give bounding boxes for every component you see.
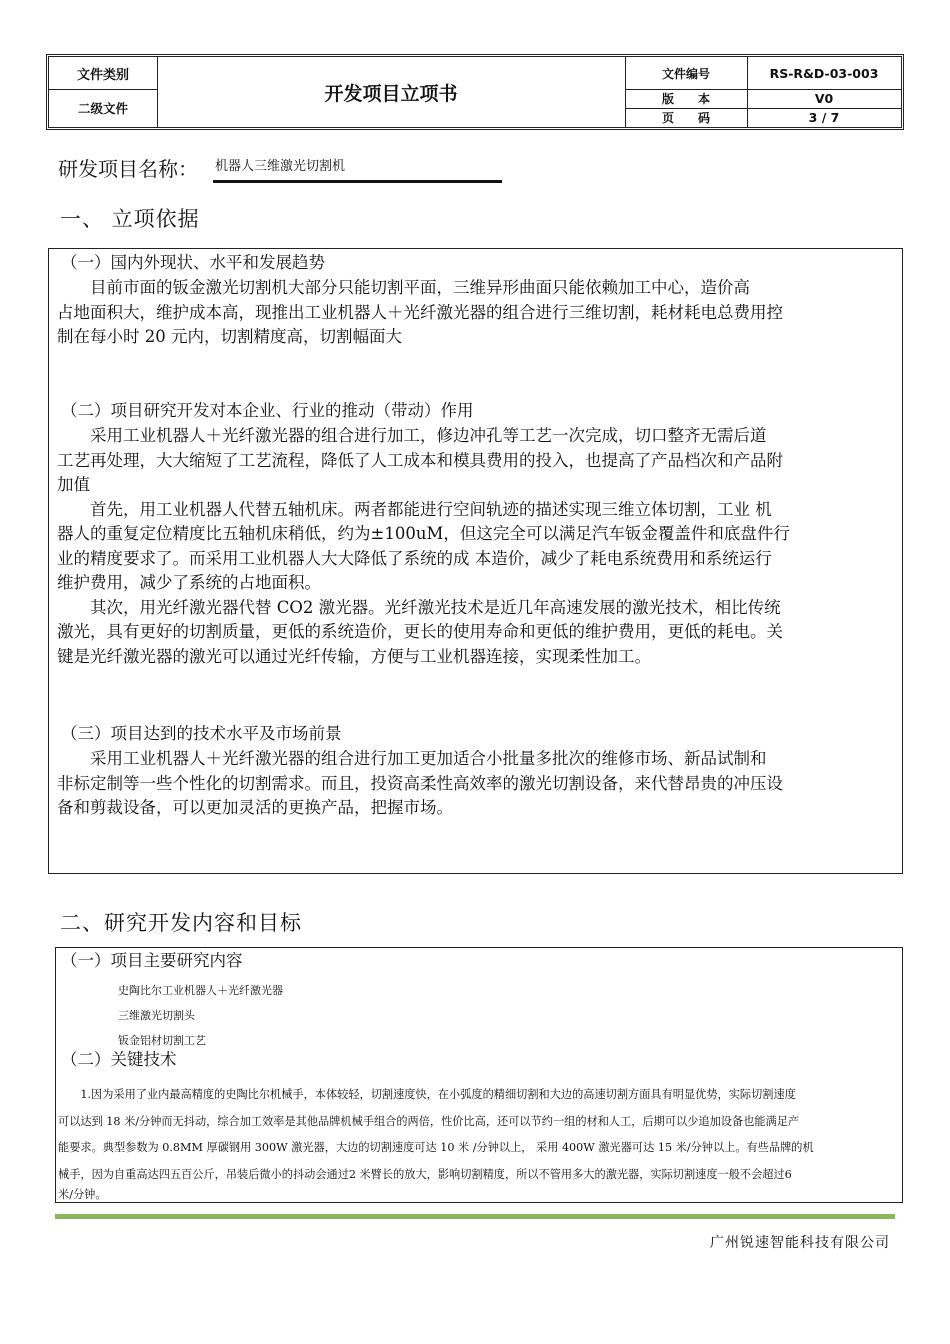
doc-no-label: 文件编号 [661, 66, 710, 81]
paragraph-line: 1.因为采用了业内最高精度的史陶比尔机械手，本体较轻，切割速度快，在小弧度的精细切割和大边的高速切割方面具有明显优势，实际切割速度 [58, 1088, 796, 1101]
section1-sub1-title: （一）国内外现状、水平和发展趋势 [61, 253, 325, 272]
section2-sub2-title: （二）关键技术 [61, 1050, 177, 1069]
section1-sub3-body [57, 747, 783, 821]
paragraph-line: 键是光纤激光器的激光可以通过光纤传输，方便与工业机器连接，实现柔性加工。 [57, 646, 651, 666]
company-name: 广州锐速智能科技有限公司 [710, 1235, 890, 1251]
project-name-label: 研发项目名称： [58, 157, 198, 181]
paragraph-line: 器人的重复定位精度比五轴机床稍低，约为±100uM，但这完全可以满足汽车钣金覆盖件和底盘件行 [57, 524, 790, 543]
list-item: 三维激光切割头 [118, 1009, 195, 1022]
list-item: 钣金铝材切割工艺 [118, 1034, 206, 1047]
section2-title: 二、研究开发内容和目标 [60, 911, 302, 935]
section1-sub3-title: （三）项目达到的技术水平及市场前景 [61, 724, 342, 743]
paragraph-line: 业的精度要求了。而采用工业机器人大大降低了系统的成 本造价，减少了耗电系统费用和系统运行 [57, 548, 772, 568]
section1-sub2-title: （二）项目研究开发对本企业、行业的推动（带动）作用 [61, 401, 474, 420]
paragraph-line: 采用工业机器人＋光纤激光器的组合进行加工，修边冲孔等工艺一次完成，切口整齐无需后道 [57, 426, 767, 445]
paragraph-line: 备和剪裁设备，可以更加灵活的更换产品，把握市场。 [57, 798, 453, 817]
version-value: V0 [814, 91, 834, 106]
page-label: 页 码 [661, 111, 710, 125]
section1-title: 一、 立项依据 [60, 207, 200, 231]
paragraph-line: 加值 [57, 475, 90, 494]
project-name-underline [213, 180, 502, 183]
doc-level: 二级文件 [77, 101, 128, 116]
section1-box [48, 248, 903, 874]
footer-divider [55, 1214, 895, 1219]
paragraph-line: 目前市面的钣金激光切割机大部分只能切割平面，三维异形曲面只能依赖加工中心，造价高 [57, 278, 750, 297]
section2-sub1-title: （一）项目主要研究内容 [61, 951, 243, 970]
document-header-table [46, 54, 904, 130]
paragraph-line: 能要求。典型参数为 0.8MM 厚碳钢用 300W 激光器，大边的切割速度可达 10 米 /分钟以上， 采用 400W 激光器可达 15 米/分钟以上。有些品牌的机 [58, 1141, 814, 1154]
paragraph-line: 激光，具有更好的切割质量，更低的系统造价，更长的使用寿命和更低的维护费用，更低的耗电。关 [57, 622, 783, 641]
paragraph-line: 工艺再处理，大大缩短了工艺流程，降低了人工成本和模具费用的投入，也提高了产品档次和产品附 [57, 450, 783, 470]
paragraph-line: 占地面积大，维护成本高，现推出工业机器人＋光纤激光器的组合进行三维切割，耗材耗电总费用控 [57, 302, 783, 322]
paragraph-line: 非标定制等一些个性化的切割需求。而且，投资高柔性高效率的激光切割设备，来代替昂贵的冲压设 [57, 773, 783, 793]
project-name: 机器人三维激光切割机 [215, 159, 346, 174]
paragraph-line: 维护费用，减少了系统的占地面积。 [57, 573, 321, 592]
version-label: 版 本 [661, 92, 710, 106]
paragraph-line: 米/分钟。 [58, 1188, 107, 1201]
paragraph-line: 首先，用工业机器人代替五轴机床。两者都能进行空间轨迹的描述实现三维立体切割，工业 机 [57, 499, 772, 519]
page-number: 3 / 7 [808, 110, 840, 125]
paragraph-line: 其次，用光纤激光器代替 CO2 激光器。光纤激光技术是近几年高速发展的激光技术，相比传统 [57, 597, 781, 617]
section1-sub1-body [57, 276, 783, 350]
section2-box [55, 947, 903, 1203]
doc-type-label: 文件类别 [76, 67, 129, 83]
paragraph-line: 可以达到 18 米/分钟而无抖动，综合加工效率是其他品牌机械手组合的两倍，性价比高，还可以节约一组的材和人工，后期可以少追加设备也能满足产 [58, 1114, 800, 1128]
paragraph-line: 制在每小时 20 元内，切割精度高，切割幅面大 [57, 327, 402, 346]
key-tech-body [58, 1082, 814, 1202]
paragraph-line: 采用工业机器人＋光纤激光器的组合进行加工更加适合小批量多批次的维修市场、新品试制和 [57, 749, 767, 768]
doc-no: RS-R&D-03-003 [769, 65, 879, 81]
list-item: 史陶比尔工业机器人＋光纤激光器 [118, 984, 283, 997]
research-items-list [118, 978, 283, 1053]
section1-sub2-body [57, 424, 790, 669]
document-title: 开发项目立项书 [324, 82, 458, 105]
paragraph-line: 械手，因为自重高达四五百公斤，吊装后微小的抖动会通过2 米臂长的放大，影响切割精度，所以不管用多大的激光器，实际切割速度一般不会超过6 [58, 1167, 792, 1181]
